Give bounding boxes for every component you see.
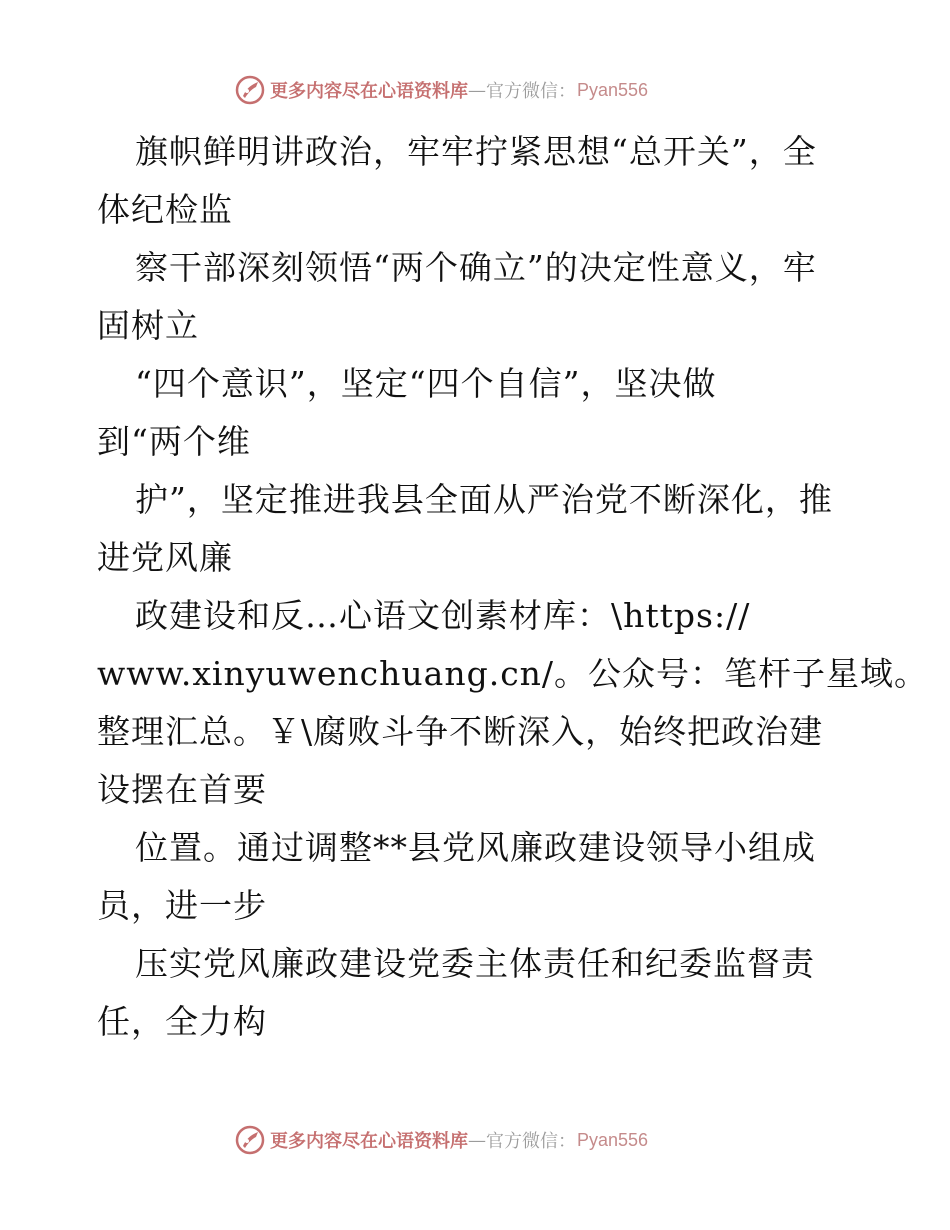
paragraph xyxy=(97,819,867,935)
watermark-brand-text: 更多内容尽在心语资料库 xyxy=(270,81,468,102)
footer-watermark xyxy=(235,1123,648,1157)
text-line: 位置。通过调整**县党风廉政建设领导小组成 xyxy=(135,828,816,867)
watermark-label: 官方微信： xyxy=(486,1131,576,1152)
text-line: www.xinyuwenchuang.cn/。公众号：笔杆子星域。 xyxy=(97,654,929,693)
paragraph xyxy=(97,471,867,587)
watermark-account: Pyan556 xyxy=(577,79,649,100)
paragraph xyxy=(97,587,929,819)
header-watermark xyxy=(235,73,648,107)
brand-logo-icon xyxy=(235,1125,265,1155)
brand-logo-icon xyxy=(235,75,265,105)
watermark-dash: — xyxy=(468,1129,486,1151)
document-body xyxy=(97,123,929,1051)
text-line: 整理汇总。￥\腐败斗争不断深入，始终把政治建 xyxy=(97,712,824,751)
text-line: 体纪检监 xyxy=(97,190,233,229)
watermark-dash: — xyxy=(468,79,486,101)
text-line: 到“两个维 xyxy=(97,422,251,461)
text-line: 任，全力构 xyxy=(97,1002,267,1041)
watermark-brand-text: 更多内容尽在心语资料库 xyxy=(270,1131,468,1152)
text-line: 压实党风廉政建设党委主体责任和纪委监督责 xyxy=(135,944,815,983)
paragraph xyxy=(97,935,867,1051)
paragraph xyxy=(97,123,867,239)
paragraph xyxy=(97,355,867,471)
text-line: 察干部深刻领悟“两个确立”的决定性意义，牢 xyxy=(135,248,817,287)
watermark-account: Pyan556 xyxy=(577,1129,649,1150)
text-line: 旗帜鲜明讲政治，牢牢拧紧思想“总开关”，全 xyxy=(135,132,817,171)
paragraph xyxy=(97,239,867,355)
text-line: 设摆在首要 xyxy=(97,770,267,809)
text-line: 进党风廉 xyxy=(97,538,233,577)
text-line: 护”，坚定推进我县全面从严治党不断深化，推 xyxy=(135,480,833,519)
text-line: “四个意识”，坚定“四个自信”，坚决做 xyxy=(135,364,717,403)
text-line: 政建设和反…心语文创素材库：\https:// xyxy=(135,596,751,635)
watermark-label: 官方微信： xyxy=(486,81,576,102)
text-line: 固树立 xyxy=(97,306,199,345)
text-line: 员，进一步 xyxy=(97,886,267,925)
